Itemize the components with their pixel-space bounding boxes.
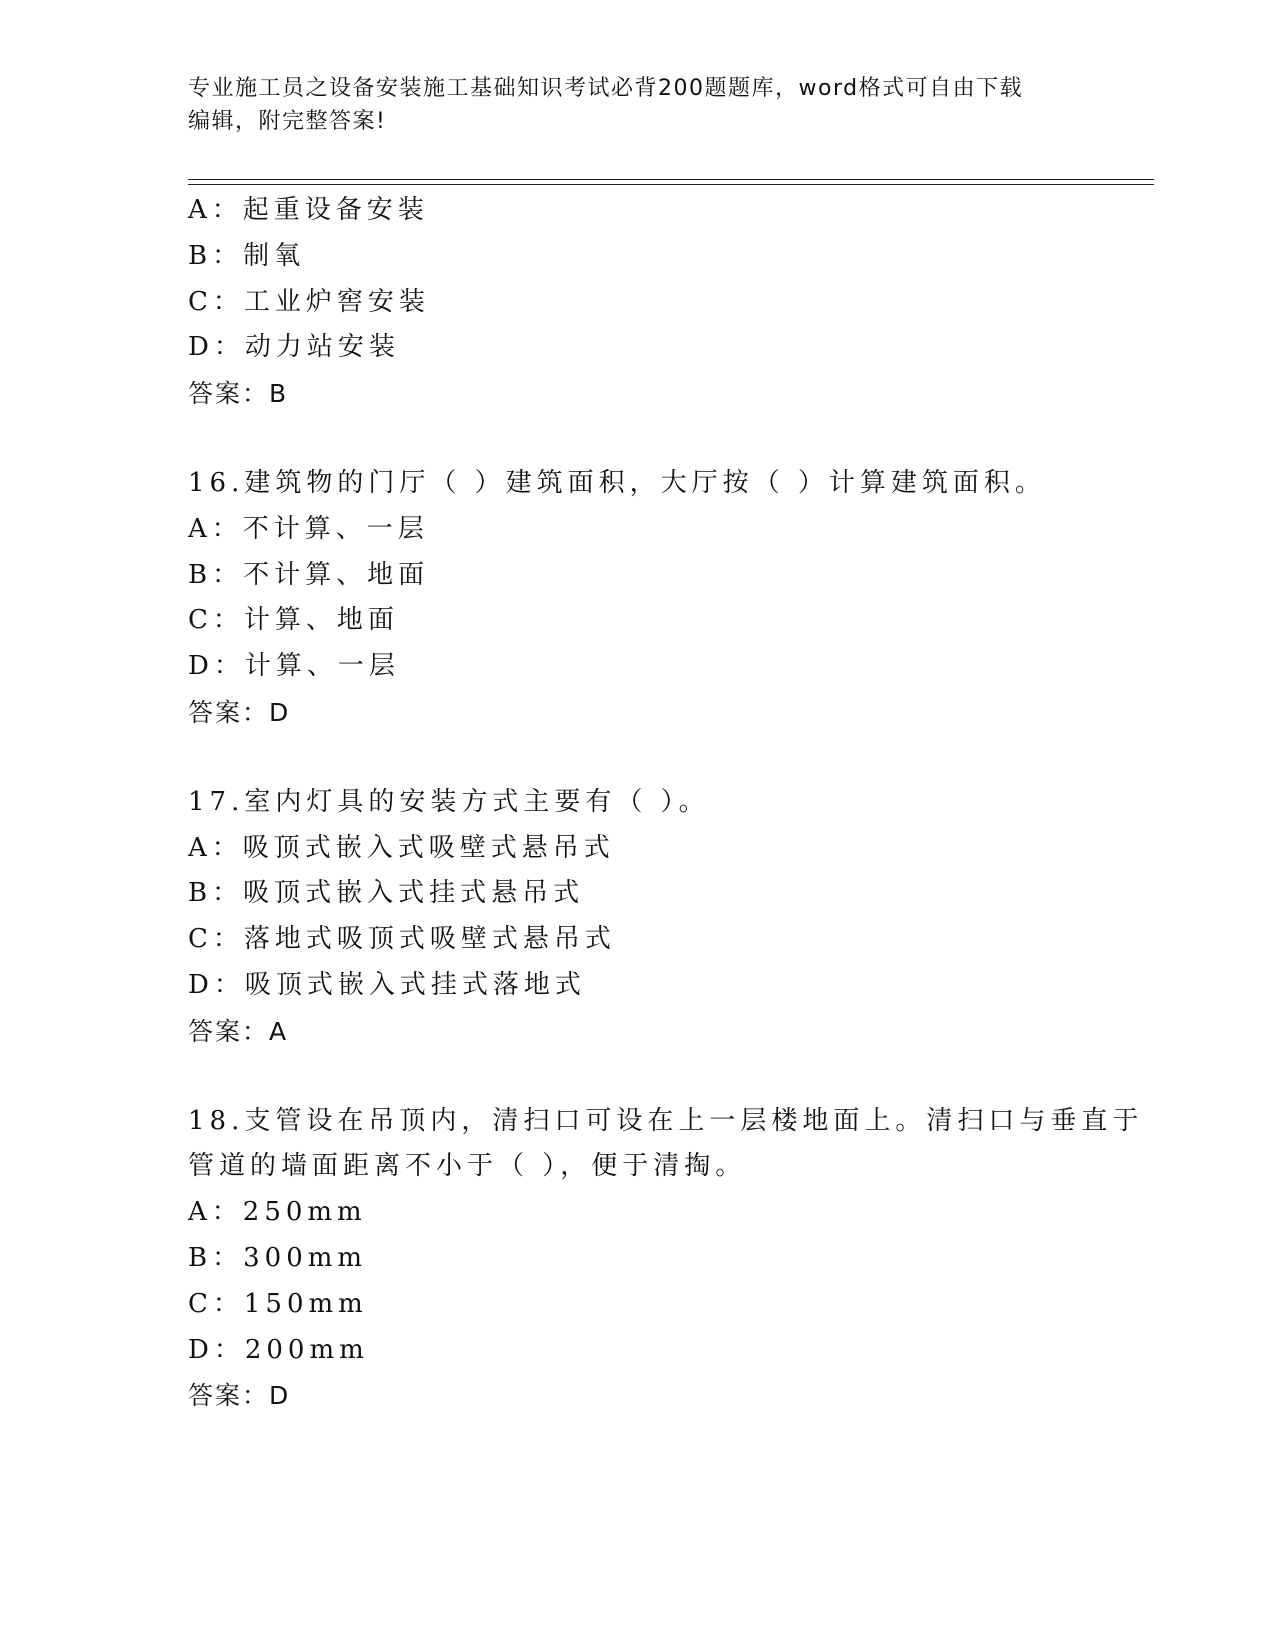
question-15 xyxy=(188,188,1088,417)
option-d: D：200mm xyxy=(188,1334,369,1365)
option-d: D：吸顶式嵌入式挂式落地式 xyxy=(188,969,586,1000)
document-header xyxy=(188,72,1068,138)
option-b: B：吸顶式嵌入式挂式悬吊式 xyxy=(188,878,585,909)
question-17 xyxy=(188,780,1088,1055)
header-divider-bottom xyxy=(188,184,1154,185)
option-a: A：不计算、一层 xyxy=(188,513,429,544)
question-text: 16.建筑物的门厅（ ）建筑面积，大厅按（ ）计算建筑面积。 xyxy=(188,467,1046,498)
option-a: A：起重设备安装 xyxy=(188,195,429,225)
header-title-line-2: 编辑，附完整答案! xyxy=(188,109,387,134)
option-c: C：工业炉窖安装 xyxy=(188,286,430,317)
answer: 答案：B xyxy=(188,379,289,409)
question-text-line-1: 18.支管设在吊顶内，清扫口可设在上一层楼地面上。清扫口与垂直于 xyxy=(188,1105,1144,1136)
option-d: D：动力站安装 xyxy=(188,332,400,363)
question-list xyxy=(188,188,1144,1419)
spacer xyxy=(188,1055,1088,1099)
header-title-line-1: 专业施工员之设备安装施工基础知识考试必背200题题库，word格式可自由下载 xyxy=(188,76,1024,101)
question-text: 17.室内灯具的安装方式主要有（ ）。 xyxy=(188,786,710,817)
option-b: B：制氧 xyxy=(188,240,306,271)
question-18 xyxy=(188,1099,1144,1420)
option-b: B：300mm xyxy=(188,1242,368,1273)
header-divider-top xyxy=(188,179,1154,180)
question-text-line-2: 管道的墙面距离不小于（ ），便于清掏。 xyxy=(188,1151,747,1182)
spacer xyxy=(188,417,1088,461)
option-c: C：150mm xyxy=(188,1288,368,1319)
option-c: C：计算、地面 xyxy=(188,605,399,636)
option-c: C：落地式吸顶式吸壁式悬吊式 xyxy=(188,924,616,955)
option-a: A：250mm xyxy=(188,1197,367,1228)
option-a: A：吸顶式嵌入式吸壁式悬吊式 xyxy=(188,832,615,863)
spacer xyxy=(188,736,1088,780)
answer: 答案：D xyxy=(188,697,291,727)
option-d: D：计算、一层 xyxy=(188,651,400,682)
option-b: B：不计算、地面 xyxy=(188,559,430,590)
answer: 答案：D xyxy=(188,1381,291,1411)
question-16 xyxy=(188,461,1088,736)
answer: 答案：A xyxy=(188,1016,289,1046)
